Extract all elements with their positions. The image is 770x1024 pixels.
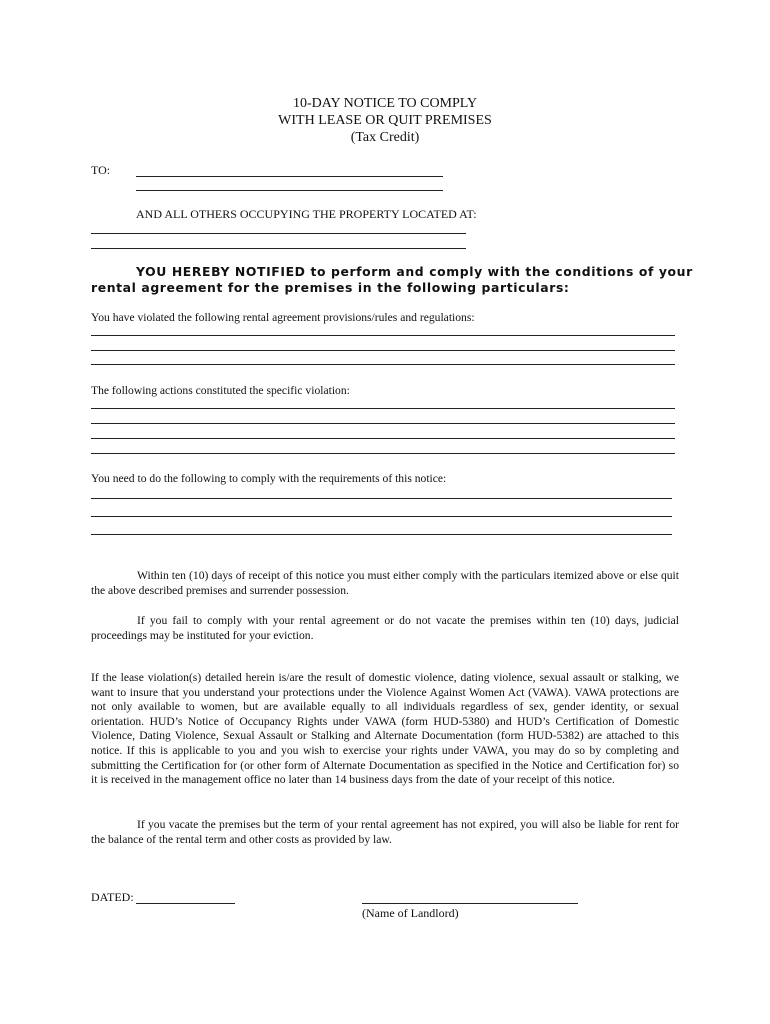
comply-line-3[interactable] bbox=[91, 534, 672, 535]
comply-label: You need to do the following to comply with the requirements of this notice: bbox=[91, 472, 447, 485]
to-name-line-2[interactable] bbox=[136, 190, 443, 191]
landlord-signature-line[interactable] bbox=[362, 903, 578, 904]
notified-line-2: rental agreement for the premises in the following particulars: bbox=[91, 280, 570, 295]
actions-line-3[interactable] bbox=[91, 438, 675, 439]
actions-line-4[interactable] bbox=[91, 453, 675, 454]
actions-line-1[interactable] bbox=[91, 408, 675, 409]
landlord-label: (Name of Landlord) bbox=[362, 906, 459, 920]
to-label: TO: bbox=[91, 163, 111, 177]
vawa-paragraph: If the lease violation(s) detailed herein is/are the result of domestic violence, dating violence, sexual assault or stalking, we want to insure that you understand your protections under the Violence Against Women Act (VAWA). VAWA protections are not only available to women, but are available equally to all individuals regardless of sex, gender identity, or sexual orientation. HUD’s Notice of Occupancy Rights under VAWA (form HUD-5380) and HUD’s Certification of Domestic Violence, Dating Violence, Sexual Assault or Stalking and Alternate Documentation (form HUD-5382) are attached to this notice. If this is applicable to you and you wish to exercise your rights under VAWA, you may do so by completing and submitting the Certification for (or other form of Alternate Documentation as specified in the Notice and Certification for) so it is received in the management office no later than 14 business days from the date of your receipt of this notice. bbox=[91, 671, 679, 787]
address-line-1[interactable] bbox=[91, 233, 466, 234]
to-name-line-1[interactable] bbox=[136, 176, 443, 177]
address-line-2[interactable] bbox=[91, 248, 466, 249]
vacate-paragraph: If you vacate the premises but the term of your rental agreement has not expired, you will also be liable for rent for the balance of the rental term and other costs as provided by law. bbox=[91, 818, 679, 846]
violated-label: You have violated the following rental agreement provisions/rules and regulations: bbox=[91, 311, 475, 324]
violated-line-2[interactable] bbox=[91, 350, 675, 351]
notified-line-1 bbox=[136, 264, 693, 280]
title-line-1: 10-DAY NOTICE TO COMPLY bbox=[292, 96, 478, 111]
occupants-label: AND ALL OTHERS OCCUPYING THE PROPERTY LOCATED AT: bbox=[136, 207, 477, 221]
violated-line-3[interactable] bbox=[91, 364, 675, 365]
dated-label: DATED: bbox=[91, 890, 134, 904]
title-line-3: (Tax Credit) bbox=[350, 130, 420, 145]
comply-line-2[interactable] bbox=[91, 516, 672, 517]
violated-line-1[interactable] bbox=[91, 335, 675, 336]
notified-lead: YOU HEREBY NOTIFIED bbox=[136, 264, 306, 279]
comply-line-1[interactable] bbox=[91, 498, 672, 499]
actions-line-2[interactable] bbox=[91, 423, 675, 424]
fail-paragraph: If you fail to comply with your rental agreement or do not vacate the premises within ten (10) days, judicial proceedings may be instituted for your eviction. bbox=[91, 614, 679, 642]
title-line-2: WITH LEASE OR QUIT PREMISES bbox=[278, 113, 492, 128]
notified-line-1-rest: to perform and comply with the conditions of your bbox=[310, 264, 693, 279]
actions-label: The following actions constituted the specific violation: bbox=[91, 384, 350, 397]
dated-field-line[interactable] bbox=[136, 903, 235, 904]
within-paragraph: Within ten (10) days of receipt of this notice you must either comply with the particulars itemized above or else quit the above described premises and surrender possession. bbox=[91, 569, 679, 597]
